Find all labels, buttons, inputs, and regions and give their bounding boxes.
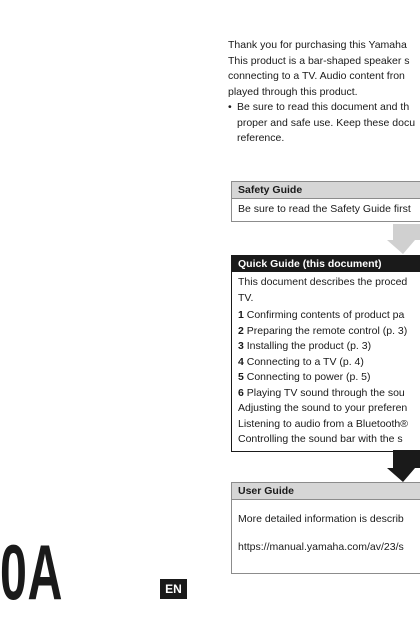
- step-number: 5: [238, 371, 244, 383]
- step-text: Installing the product (p. 3): [243, 340, 372, 352]
- step-item: [238, 386, 420, 402]
- step-number: 6: [238, 386, 244, 399]
- user-guide-box: [231, 482, 420, 574]
- step-text: Confirming contents of product pa: [243, 309, 405, 321]
- bullet-marker: •: [228, 101, 232, 113]
- bullet-line: proper and safe use. Keep these docu: [237, 116, 416, 129]
- bullet-line: Be sure to read this document and th: [237, 101, 410, 113]
- quick-guide-body: [232, 272, 420, 451]
- step-number: 3: [238, 340, 244, 352]
- step-number: 4: [238, 355, 244, 368]
- user-guide-body: [232, 500, 420, 558]
- intro-line: This product is a bar-shaped speaker s: [228, 54, 410, 67]
- intro-text: [228, 38, 420, 147]
- user-guide-title: User Guide: [232, 483, 420, 500]
- model-name-fragment: 0A: [0, 528, 64, 616]
- intro-line: connecting to a TV. Audio content fron: [228, 70, 405, 82]
- bullet-line: reference.: [237, 132, 285, 144]
- intro-line: Thank you for purchasing this Yamaha: [228, 39, 407, 51]
- step-number: 1: [238, 309, 244, 321]
- step-text: Preparing the remote control (p. 3): [243, 324, 408, 337]
- step-item: [238, 308, 420, 324]
- step-item: [238, 324, 420, 340]
- extra-line: Controlling the sound bar with the s: [238, 433, 403, 445]
- arrow-down-light-icon: [383, 224, 420, 256]
- user-guide-text: More detailed information is describ: [238, 513, 404, 525]
- arrow-down-dark-icon: [383, 450, 420, 484]
- step-text: Connecting to power (p. 5): [243, 371, 371, 383]
- quick-guide-title: Quick Guide (this document): [232, 256, 420, 272]
- intro-bullet: [228, 100, 420, 147]
- user-guide-url[interactable]: https://manual.yamaha.com/av/23/s: [238, 540, 404, 553]
- step-text: Playing TV sound through the sou: [243, 386, 405, 399]
- safety-guide-text: Be sure to read the Safety Guide first: [238, 203, 411, 215]
- quick-guide-desc: This document describes the proced: [238, 276, 408, 288]
- quick-guide-box: [231, 255, 420, 452]
- step-item: [238, 370, 420, 386]
- step-item: [238, 355, 420, 371]
- language-badge: EN: [160, 579, 187, 599]
- step-number: 2: [238, 324, 244, 337]
- safety-guide-box: [231, 181, 420, 222]
- extra-line: Listening to audio from a Bluetooth®: [238, 417, 409, 430]
- intro-line: played through this product.: [228, 85, 358, 98]
- step-text: Connecting to a TV (p. 4): [243, 355, 364, 368]
- extra-line: Adjusting the sound to your preferen: [238, 402, 408, 414]
- step-item: [238, 339, 420, 355]
- quick-guide-desc: TV.: [238, 291, 254, 304]
- safety-guide-title: Safety Guide: [232, 182, 420, 199]
